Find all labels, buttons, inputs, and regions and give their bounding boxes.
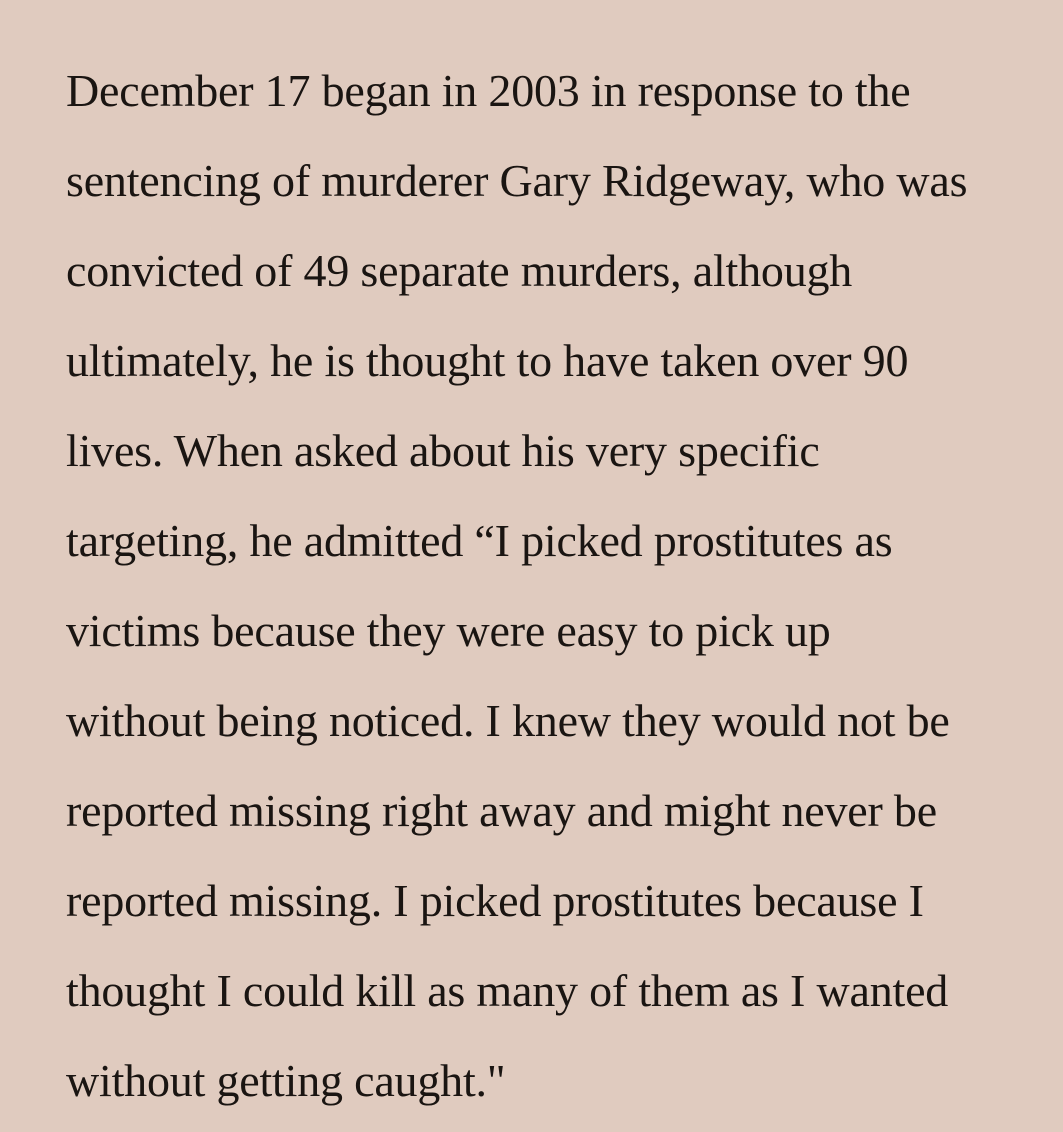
paragraph-line: sentencing of murderer Gary Ridgeway, who was xyxy=(66,155,968,206)
paragraph-line: reported missing right away and might never be xyxy=(66,785,937,836)
paragraph-line: lives. When asked about his very specific xyxy=(66,425,820,476)
paragraph-line: ultimately, he is thought to have taken over 90 xyxy=(66,335,909,386)
paragraph-line: targeting, he admitted “I picked prostitutes as xyxy=(66,515,893,566)
paragraph-line: thought I could kill as many of them as I wanted xyxy=(66,965,949,1016)
paragraph-line: victims because they were easy to pick up xyxy=(66,605,831,656)
article-paragraph xyxy=(66,52,1056,1132)
paragraph-line: December 17 began in 2003 in response to the xyxy=(66,65,911,116)
paragraph-line: reported missing. I picked prostitutes because I xyxy=(66,875,924,926)
paragraph-line: without getting caught." xyxy=(66,1055,506,1106)
paragraph-line: convicted of 49 separate murders, although xyxy=(66,245,853,296)
paragraph-line: without being noticed. I knew they would not be xyxy=(66,695,950,746)
